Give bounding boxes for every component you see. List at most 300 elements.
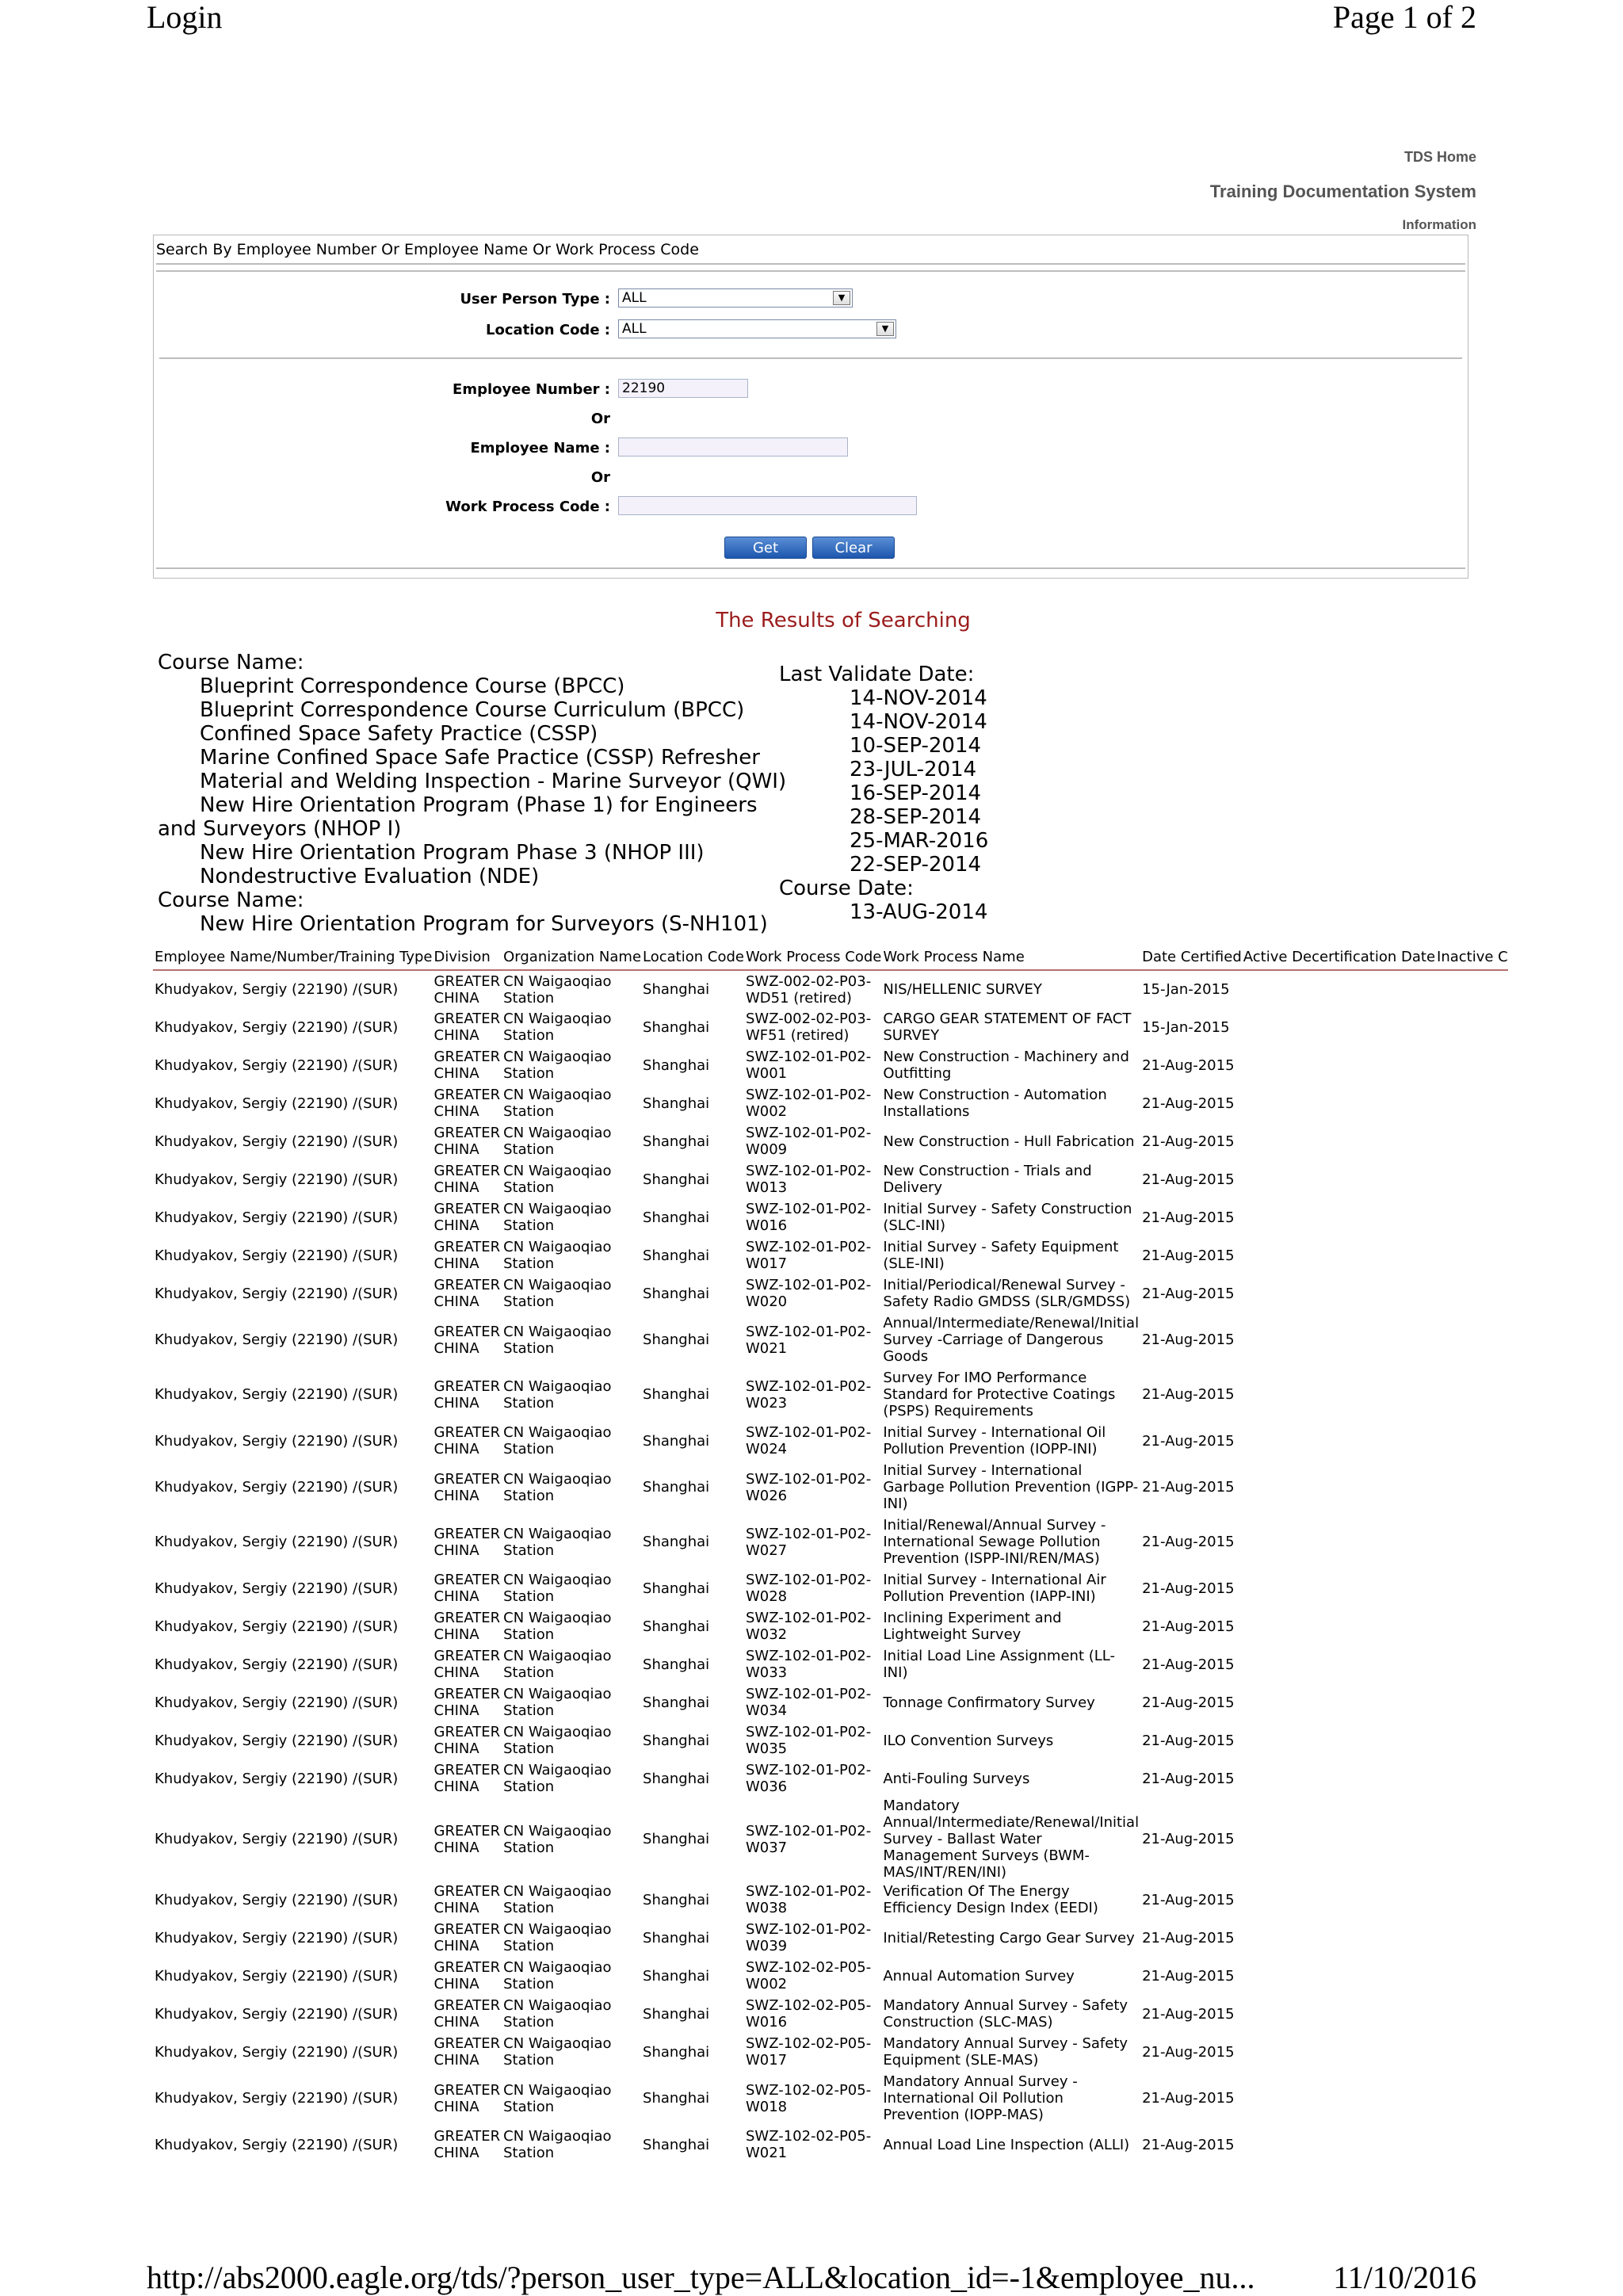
organization-cell: CN Waigaoqiao Station <box>503 1822 612 1856</box>
location-cell: Shanghai <box>643 1209 710 1226</box>
column-header[interactable]: Employee Name/Number/Training Type <box>153 944 433 970</box>
work-process-name-cell: Inclining Experiment and Lightweight Survey <box>883 1610 1062 1643</box>
course-name: Nondestructive Evaluation (NDE) <box>200 865 540 888</box>
inactive-cell <box>1435 1645 1508 1683</box>
division-cell: GREATER CHINA <box>433 1377 501 1412</box>
location-cell: Shanghai <box>643 1967 710 1985</box>
date-certified-cell: 21-Aug-2015 <box>1142 2005 1235 2023</box>
organization-cell: CN Waigaoqiao Station <box>503 2035 612 2069</box>
location-cell: Shanghai <box>643 2090 710 2107</box>
date-certified-cell: 21-Aug-2015 <box>1142 1732 1235 1749</box>
table-row <box>153 1515 1508 1569</box>
location-cell: Shanghai <box>643 1133 710 1150</box>
user-person-type-select[interactable] <box>618 288 853 308</box>
course-date: 13-AUG-2014 <box>850 900 988 924</box>
inactive-cell <box>1435 1683 1508 1721</box>
course-date-label: Course Date: <box>779 877 914 900</box>
work-process-name-cell: Annual/Intermediate/Renewal/Initial Survey -Carriage of Dangerous Goods <box>883 1315 1140 1365</box>
or-separator: Or <box>590 411 610 427</box>
division-cell: GREATER CHINA <box>433 1277 501 1310</box>
date-certified-cell: 21-Aug-2015 <box>1142 1831 1235 1847</box>
table-row <box>153 1957 1508 1995</box>
inactive-cell <box>1435 1721 1508 1759</box>
active-decertification-cell <box>1242 1683 1435 1721</box>
results-title: The Results of Searching <box>716 609 971 632</box>
division-cell: GREATER CHINA <box>433 2128 501 2161</box>
column-header[interactable]: Inactive C <box>1435 944 1508 970</box>
location-cell: Shanghai <box>643 1247 710 1264</box>
division-cell: GREATER CHINA <box>433 1163 501 1196</box>
organization-cell: CN Waigaoqiao Station <box>503 1010 612 1044</box>
work-process-code-cell: SWZ-102-01-P02-W036 <box>745 1762 872 1795</box>
work-process-code-cell: SWZ-102-01-P02-W013 <box>745 1163 872 1196</box>
active-decertification-cell <box>1242 1721 1435 1759</box>
inactive-cell <box>1435 970 1508 1008</box>
work-process-code-cell: SWZ-102-02-P05-W021 <box>745 2128 872 2161</box>
active-decertification-cell <box>1242 1084 1435 1122</box>
course-name: Blueprint Correspondence Course Curriculum (BPCC) <box>200 698 745 722</box>
organization-cell: CN Waigaoqiao Station <box>503 1377 612 1412</box>
work-process-code-cell: SWZ-102-01-P02-W020 <box>745 1277 872 1310</box>
validate-date: 16-SEP-2014 <box>850 781 982 805</box>
inactive-cell <box>1435 1607 1508 1645</box>
date-certified-cell: 21-Aug-2015 <box>1142 1095 1235 1112</box>
date-certified-cell: 21-Aug-2015 <box>1142 1386 1235 1403</box>
inactive-cell <box>1435 2033 1508 2071</box>
date-certified-cell: 21-Aug-2015 <box>1142 1891 1235 1908</box>
work-process-name-cell: Anti-Fouling Surveys <box>883 1770 1030 1787</box>
work-process-code-cell: SWZ-102-01-P02-W028 <box>745 1572 872 1605</box>
table-row <box>153 1122 1508 1160</box>
work-process-code-cell: SWZ-102-01-P02-W037 <box>745 1822 872 1856</box>
inactive-cell <box>1435 1367 1508 1422</box>
table-row <box>153 2071 1508 2126</box>
active-decertification-cell <box>1242 1274 1435 1312</box>
active-decertification-cell <box>1242 1046 1435 1084</box>
inactive-cell <box>1435 1160 1508 1198</box>
employee-name-cell: Khudyakov, Sergiy (22190) /(SUR) <box>155 1432 399 1450</box>
employee-name-cell: Khudyakov, Sergiy (22190) /(SUR) <box>155 2005 399 2023</box>
active-decertification-cell <box>1242 1122 1435 1160</box>
search-panel <box>153 235 1468 579</box>
location-cell: Shanghai <box>643 1831 710 1847</box>
work-process-name-cell: Annual Automation Survey <box>883 1967 1075 1985</box>
organization-cell: CN Waigaoqiao Station <box>503 1277 612 1310</box>
organization-cell: CN Waigaoqiao Station <box>503 1163 612 1196</box>
employee-name-cell: Khudyakov, Sergiy (22190) /(SUR) <box>155 2043 399 2061</box>
location-cell: Shanghai <box>643 1770 710 1787</box>
work-process-name-cell: Initial/Renewal/Annual Survey - International Sewage Pollution Prevention (ISPP-INI/REN/MAS) <box>883 1517 1106 1567</box>
organization-cell: CN Waigaoqiao Station <box>503 1525 612 1559</box>
work-process-code-cell: SWZ-102-01-P02-W024 <box>745 1424 872 1457</box>
organization-cell: CN Waigaoqiao Station <box>503 1883 612 1916</box>
divider <box>156 270 1465 272</box>
work-process-name-cell: Mandatory Annual Survey - Safety Equipment (SLE-MAS) <box>883 2035 1128 2069</box>
information-link[interactable]: Information <box>1402 217 1476 232</box>
work-process-code-cell: SWZ-002-02-P03-WF51 (retired) <box>745 1010 872 1044</box>
inactive-cell <box>1435 1236 1508 1274</box>
location-cell: Shanghai <box>643 1732 710 1749</box>
clear-button[interactable]: Clear <box>812 537 895 559</box>
date-certified-cell: 21-Aug-2015 <box>1142 1580 1235 1597</box>
inactive-cell <box>1435 1797 1508 1881</box>
location-cell: Shanghai <box>643 1580 710 1597</box>
active-decertification-cell <box>1242 970 1435 1008</box>
organization-cell: CN Waigaoqiao Station <box>503 1686 612 1719</box>
date-certified-cell: 21-Aug-2015 <box>1142 2136 1235 2153</box>
organization-cell: CN Waigaoqiao Station <box>503 1323 612 1357</box>
organization-cell: CN Waigaoqiao Station <box>503 1125 612 1158</box>
location-cell: Shanghai <box>643 2136 710 2153</box>
employee-name-cell: Khudyakov, Sergiy (22190) /(SUR) <box>155 2136 399 2153</box>
work-process-name-cell: Mandatory Annual/Intermediate/Renewal/Initial Survey - Ballast Water Management Surveys (BWM-MAS/INT/REN/INI) <box>883 1797 1140 1881</box>
date-certified-cell: 21-Aug-2015 <box>1142 2090 1235 2107</box>
table-row <box>153 1645 1508 1683</box>
course-name-label: Course Name: <box>158 888 304 912</box>
work-process-name-cell: Initial Survey - International Air Pollution Prevention (IAPP-INI) <box>883 1572 1106 1605</box>
division-cell: GREATER CHINA <box>433 1648 501 1681</box>
get-button[interactable]: Get <box>724 537 807 559</box>
date-certified-cell: 21-Aug-2015 <box>1142 1929 1235 1946</box>
employee-name-cell: Khudyakov, Sergiy (22190) /(SUR) <box>155 1967 399 1985</box>
division-cell: GREATER CHINA <box>433 972 501 1007</box>
employee-name-cell: Khudyakov, Sergiy (22190) /(SUR) <box>155 1209 399 1226</box>
employee-name-cell: Khudyakov, Sergiy (22190) /(SUR) <box>155 1580 399 1597</box>
organization-cell: CN Waigaoqiao Station <box>503 1648 612 1681</box>
work-process-code-input[interactable] <box>618 496 917 515</box>
table-row <box>153 1721 1508 1759</box>
column-header[interactable]: Organization Name <box>502 944 641 970</box>
work-process-code-cell: SWZ-102-01-P02-W001 <box>745 1049 872 1082</box>
employee-name-cell: Khudyakov, Sergiy (22190) /(SUR) <box>155 1133 399 1150</box>
table-row <box>153 1995 1508 2033</box>
location-cell: Shanghai <box>643 2043 710 2061</box>
work-process-code-cell: SWZ-102-01-P02-W033 <box>745 1648 872 1681</box>
location-cell: Shanghai <box>643 1056 710 1074</box>
active-decertification-cell <box>1242 1607 1435 1645</box>
active-decertification-cell <box>1242 1957 1435 1995</box>
employee-name-cell: Khudyakov, Sergiy (22190) /(SUR) <box>155 1018 399 1036</box>
organization-cell: CN Waigaoqiao Station <box>503 2081 612 2115</box>
date-certified-cell: 21-Aug-2015 <box>1142 2043 1235 2061</box>
active-decertification-cell <box>1242 1881 1435 1919</box>
work-process-name-cell: Mandatory Annual Survey - International Oil Pollution Prevention (IOPP-MAS) <box>883 2073 1078 2123</box>
employee-name-cell: Khudyakov, Sergiy (22190) /(SUR) <box>155 1247 399 1264</box>
inactive-cell <box>1435 1515 1508 1569</box>
inactive-cell <box>1435 1198 1508 1236</box>
search-panel-title: Search By Employee Number Or Employee Name Or Work Process Code <box>156 241 699 258</box>
work-process-code-cell: SWZ-102-01-P02-W038 <box>745 1883 872 1916</box>
table-row <box>153 1759 1508 1797</box>
user-person-type-label: User Person Type : <box>460 291 610 308</box>
course-name: Blueprint Correspondence Course (BPCC) <box>200 674 625 698</box>
location-cell: Shanghai <box>643 1018 710 1036</box>
inactive-cell <box>1435 1569 1508 1607</box>
work-process-code-cell: SWZ-002-02-P03-WD51 (retired) <box>745 972 872 1007</box>
inactive-cell <box>1435 1122 1508 1160</box>
inactive-cell <box>1435 1460 1508 1515</box>
employee-number-input[interactable]: 22190 <box>618 379 748 398</box>
course-name-continued: and Surveyors (NHOP I) <box>158 817 402 841</box>
employee-name-cell: Khudyakov, Sergiy (22190) /(SUR) <box>155 981 399 998</box>
date-certified-cell: 21-Aug-2015 <box>1142 1432 1235 1450</box>
employee-name-input[interactable] <box>618 437 848 457</box>
active-decertification-cell <box>1242 1198 1435 1236</box>
organization-cell: CN Waigaoqiao Station <box>503 1201 612 1234</box>
course-name: New Hire Orientation Program (Phase 1) for Engineers <box>200 793 758 817</box>
table-row <box>153 1683 1508 1721</box>
location-cell: Shanghai <box>643 1432 710 1450</box>
inactive-cell <box>1435 2071 1508 2126</box>
work-process-name-cell: NIS/HELLENIC SURVEY <box>883 981 1042 998</box>
work-process-name-cell: ILO Convention Surveys <box>883 1732 1054 1749</box>
employee-name-cell: Khudyakov, Sergiy (22190) /(SUR) <box>155 1095 399 1112</box>
column-header[interactable]: Active Decertification Date <box>1242 944 1435 970</box>
active-decertification-cell <box>1242 1236 1435 1274</box>
employee-name-cell: Khudyakov, Sergiy (22190) /(SUR) <box>155 1656 399 1673</box>
employee-name-label: Employee Name : <box>470 440 610 457</box>
table-row <box>153 1198 1508 1236</box>
course-name: New Hire Orientation Program Phase 3 (NHOP III) <box>200 841 705 865</box>
date-certified-cell: 21-Aug-2015 <box>1142 1656 1235 1673</box>
active-decertification-cell <box>1242 1797 1435 1881</box>
work-process-code-cell: SWZ-102-01-P02-W027 <box>745 1525 872 1559</box>
employee-name-cell: Khudyakov, Sergiy (22190) /(SUR) <box>155 1534 399 1550</box>
division-cell: GREATER CHINA <box>433 1424 501 1457</box>
table-row <box>153 970 1508 1008</box>
active-decertification-cell <box>1242 1569 1435 1607</box>
date-certified-cell: 21-Aug-2015 <box>1142 1331 1235 1348</box>
division-cell: GREATER CHINA <box>433 1525 501 1559</box>
active-decertification-cell <box>1242 1160 1435 1198</box>
location-cell: Shanghai <box>643 1386 710 1403</box>
work-process-code-cell: SWZ-102-02-P05-W016 <box>745 1997 872 2030</box>
division-cell: GREATER CHINA <box>433 2035 501 2069</box>
tds-home-link[interactable]: TDS Home <box>1403 149 1476 165</box>
work-process-code-cell: SWZ-102-01-P02-W009 <box>745 1125 872 1158</box>
inactive-cell <box>1435 1008 1508 1046</box>
active-decertification-cell <box>1242 1759 1435 1797</box>
location-cell: Shanghai <box>643 1285 710 1302</box>
organization-cell: CN Waigaoqiao Station <box>503 1724 612 1757</box>
date-certified-cell: 21-Aug-2015 <box>1142 1534 1235 1550</box>
divider <box>156 567 1465 569</box>
validate-date: 28-SEP-2014 <box>850 805 982 829</box>
work-process-code-cell: SWZ-102-02-P05-W017 <box>745 2035 872 2069</box>
table-row <box>153 2126 1508 2164</box>
footer-url: http://abs2000.eagle.org/tds/?person_user_type=ALL&location_id=-1&employee_nu... <box>147 2260 1255 2295</box>
date-certified-cell: 15-Jan-2015 <box>1142 981 1230 998</box>
work-process-code-cell: SWZ-102-01-P02-W017 <box>745 1239 872 1272</box>
divider <box>159 357 1462 359</box>
inactive-cell <box>1435 1995 1508 2033</box>
work-process-name-cell: Initial/Retesting Cargo Gear Survey <box>883 1929 1135 1946</box>
date-certified-cell: 21-Aug-2015 <box>1142 1247 1235 1264</box>
division-cell: GREATER CHINA <box>433 1572 501 1605</box>
date-certified-cell: 21-Aug-2015 <box>1142 1171 1235 1188</box>
work-process-name-cell: Initial Survey - Safety Equipment (SLE-INI) <box>883 1239 1119 1272</box>
table-row <box>153 1460 1508 1515</box>
work-process-code-cell: SWZ-102-01-P02-W034 <box>745 1686 872 1719</box>
date-certified-cell: 21-Aug-2015 <box>1142 1479 1235 1496</box>
work-process-name-cell: Tonnage Confirmatory Survey <box>883 1694 1095 1711</box>
table-row <box>153 1008 1508 1046</box>
active-decertification-cell <box>1242 2033 1435 2071</box>
work-process-name-cell: Mandatory Annual Survey - Safety Construction (SLC-MAS) <box>883 1997 1128 2030</box>
division-cell: GREATER CHINA <box>433 1125 501 1158</box>
organization-cell: CN Waigaoqiao Station <box>503 1049 612 1082</box>
validate-date: 14-NOV-2014 <box>850 710 987 734</box>
active-decertification-cell <box>1242 2126 1435 2164</box>
division-cell: GREATER CHINA <box>433 1049 501 1082</box>
employee-name-cell: Khudyakov, Sergiy (22190) /(SUR) <box>155 1694 399 1711</box>
location-code-value: ALL <box>622 321 647 337</box>
location-cell: Shanghai <box>643 981 710 998</box>
location-cell: Shanghai <box>643 1479 710 1496</box>
course-name: New Hire Orientation Program for Surveyors (S-NH101) <box>200 912 768 936</box>
column-header[interactable]: Work Process Code <box>744 944 881 970</box>
work-process-code-cell: SWZ-102-02-P05-W002 <box>745 1959 872 1992</box>
division-cell: GREATER CHINA <box>433 1762 501 1795</box>
location-cell: Shanghai <box>643 1171 710 1188</box>
organization-cell: CN Waigaoqiao Station <box>503 1762 612 1795</box>
location-cell: Shanghai <box>643 1694 710 1711</box>
organization-cell: CN Waigaoqiao Station <box>503 1921 612 1954</box>
organization-cell: CN Waigaoqiao Station <box>503 972 612 1007</box>
course-name: Confined Space Safety Practice (CSSP) <box>200 722 598 746</box>
table-row <box>153 1367 1508 1422</box>
date-certified-cell: 21-Aug-2015 <box>1142 1285 1235 1302</box>
employee-name-cell: Khudyakov, Sergiy (22190) /(SUR) <box>155 1618 399 1635</box>
results-table <box>153 944 1508 2164</box>
active-decertification-cell <box>1242 1367 1435 1422</box>
location-cell: Shanghai <box>643 2005 710 2023</box>
inactive-cell <box>1435 2126 1508 2164</box>
inactive-cell <box>1435 1084 1508 1122</box>
active-decertification-cell <box>1242 1460 1435 1515</box>
work-process-code-cell: SWZ-102-02-P05-W018 <box>745 2081 872 2115</box>
organization-cell: CN Waigaoqiao Station <box>503 1610 612 1643</box>
location-code-select[interactable] <box>618 319 896 338</box>
validate-date: 23-JUL-2014 <box>850 758 977 781</box>
work-process-name-cell: New Construction - Machinery and Outfitting <box>883 1049 1129 1082</box>
work-process-name-cell: CARGO GEAR STATEMENT OF FACT SURVEY <box>883 1010 1132 1044</box>
employee-name-cell: Khudyakov, Sergiy (22190) /(SUR) <box>155 1732 399 1749</box>
active-decertification-cell <box>1242 1312 1435 1367</box>
inactive-cell <box>1435 1274 1508 1312</box>
print-header-page-number: Page 1 of 2 <box>1332 0 1476 35</box>
inactive-cell <box>1435 1957 1508 1995</box>
table-row <box>153 1607 1508 1645</box>
active-decertification-cell <box>1242 2071 1435 2126</box>
or-separator: Or <box>590 469 610 486</box>
inactive-cell <box>1435 1312 1508 1367</box>
date-certified-cell: 21-Aug-2015 <box>1142 1618 1235 1635</box>
work-process-code-cell: SWZ-102-01-P02-W021 <box>745 1323 872 1357</box>
organization-cell: CN Waigaoqiao Station <box>503 1959 612 1992</box>
inactive-cell <box>1435 1919 1508 1957</box>
chevron-down-icon[interactable]: ▼ <box>876 322 894 336</box>
table-row <box>153 1422 1508 1460</box>
work-process-name-cell: New Construction - Trials and Delivery <box>883 1163 1092 1196</box>
division-cell: GREATER CHINA <box>433 1883 501 1916</box>
work-process-name-cell: Initial Survey - Safety Construction (SLC-INI) <box>883 1201 1132 1234</box>
division-cell: GREATER CHINA <box>433 1087 501 1120</box>
division-cell: GREATER CHINA <box>433 1686 501 1719</box>
active-decertification-cell <box>1242 1422 1435 1460</box>
location-cell: Shanghai <box>643 1891 710 1908</box>
column-header[interactable]: Location Code <box>641 944 744 970</box>
validate-date: 10-SEP-2014 <box>850 734 982 758</box>
employee-name-cell: Khudyakov, Sergiy (22190) /(SUR) <box>155 1285 399 1302</box>
date-certified-cell: 21-Aug-2015 <box>1142 1694 1235 1711</box>
employee-name-cell: Khudyakov, Sergiy (22190) /(SUR) <box>155 1831 399 1847</box>
organization-cell: CN Waigaoqiao Station <box>503 1239 612 1272</box>
work-process-name-cell: Survey For IMO Performance Standard for Protective Coatings (PSPS) Requirements <box>883 1370 1116 1419</box>
inactive-cell <box>1435 1881 1508 1919</box>
division-cell: GREATER CHINA <box>433 1010 501 1044</box>
inactive-cell <box>1435 1422 1508 1460</box>
validate-date: 14-NOV-2014 <box>850 686 987 710</box>
table-row <box>153 1919 1508 1957</box>
work-process-name-cell: Initial Survey - International Oil Pollution Prevention (IOPP-INI) <box>883 1424 1106 1457</box>
location-cell: Shanghai <box>643 1929 710 1946</box>
course-name: Material and Welding Inspection - Marine Surveyor (QWI) <box>200 770 787 793</box>
chevron-down-icon[interactable]: ▼ <box>833 291 850 305</box>
employee-name-cell: Khudyakov, Sergiy (22190) /(SUR) <box>155 1171 399 1188</box>
course-name-label: Course Name: <box>158 651 304 674</box>
column-header[interactable]: Division <box>433 944 502 970</box>
location-cell: Shanghai <box>643 1095 710 1112</box>
organization-cell: CN Waigaoqiao Station <box>503 1424 612 1457</box>
work-process-name-cell: Verification Of The Energy Efficiency Design Index (EEDI) <box>883 1883 1098 1916</box>
organization-cell: CN Waigaoqiao Station <box>503 1997 612 2030</box>
user-person-type-value: ALL <box>622 290 647 306</box>
employee-number-label: Employee Number : <box>453 381 610 398</box>
work-process-code-cell: SWZ-102-01-P02-W032 <box>745 1610 872 1643</box>
active-decertification-cell <box>1242 1515 1435 1569</box>
employee-name-cell: Khudyakov, Sergiy (22190) /(SUR) <box>155 1386 399 1403</box>
date-certified-cell: 15-Jan-2015 <box>1142 1018 1230 1036</box>
division-cell: GREATER CHINA <box>433 1470 501 1504</box>
work-process-name-cell: Initial Survey - International Garbage Pollution Prevention (IGPP-INI) <box>883 1462 1139 1512</box>
table-row <box>153 1084 1508 1122</box>
table-row <box>153 2033 1508 2071</box>
organization-cell: CN Waigaoqiao Station <box>503 1087 612 1120</box>
organization-cell: CN Waigaoqiao Station <box>503 1572 612 1605</box>
employee-name-cell: Khudyakov, Sergiy (22190) /(SUR) <box>155 1891 399 1908</box>
table-row <box>153 1160 1508 1198</box>
work-process-name-cell: New Construction - Automation Installations <box>883 1087 1107 1120</box>
date-certified-cell: 21-Aug-2015 <box>1142 1770 1235 1787</box>
column-header[interactable]: Work Process Name <box>881 944 1140 970</box>
organization-cell: CN Waigaoqiao Station <box>503 1470 612 1504</box>
division-cell: GREATER CHINA <box>433 1323 501 1357</box>
column-header[interactable]: Date Certified <box>1140 944 1242 970</box>
work-process-code-cell: SWZ-102-01-P02-W023 <box>745 1377 872 1412</box>
inactive-cell <box>1435 1046 1508 1084</box>
location-cell: Shanghai <box>643 1331 710 1348</box>
table-row <box>153 1312 1508 1367</box>
employee-name-cell: Khudyakov, Sergiy (22190) /(SUR) <box>155 1331 399 1348</box>
print-header-left: Login <box>147 0 223 35</box>
division-cell: GREATER CHINA <box>433 1239 501 1272</box>
division-cell: GREATER CHINA <box>433 1959 501 1992</box>
division-cell: GREATER CHINA <box>433 1921 501 1954</box>
active-decertification-cell <box>1242 1995 1435 2033</box>
table-row <box>153 1797 1508 1881</box>
work-process-code-label: Work Process Code : <box>445 499 610 515</box>
